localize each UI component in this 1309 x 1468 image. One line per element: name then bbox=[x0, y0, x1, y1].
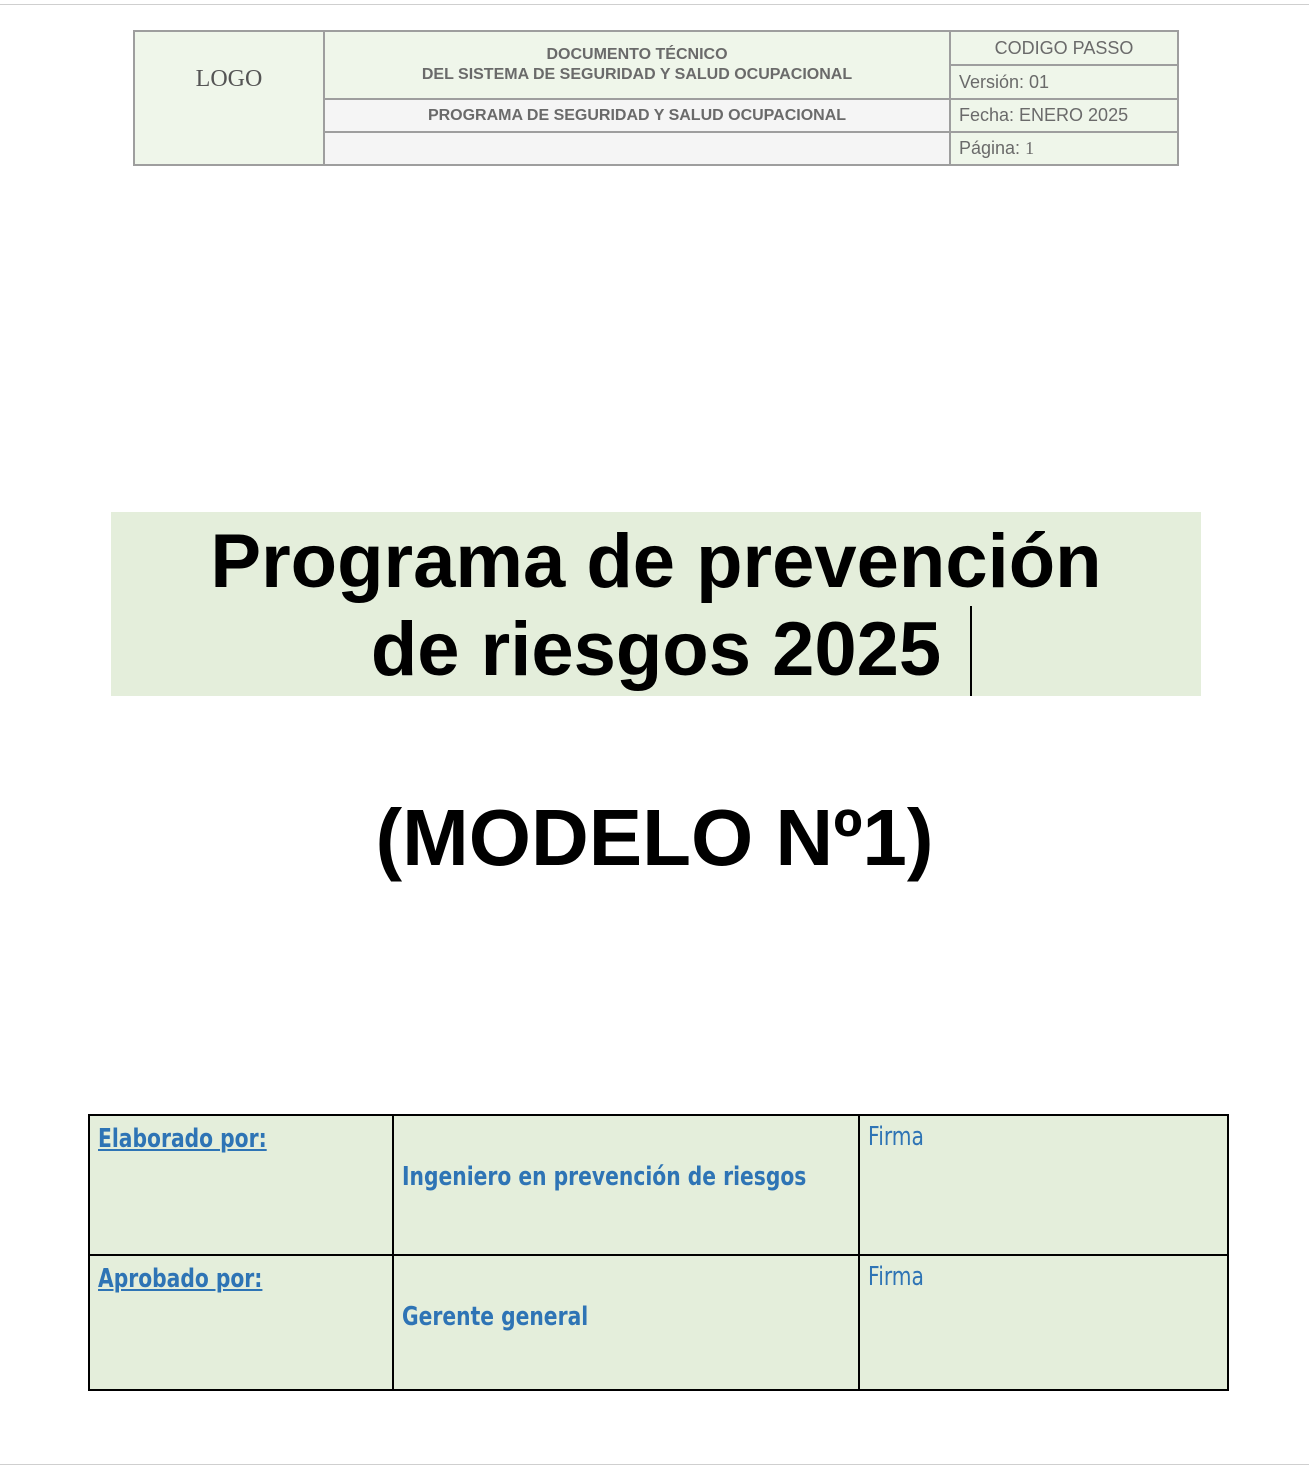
table-row bbox=[89, 1115, 1228, 1255]
main-title-line2[interactable]: de riesgos 2025 bbox=[370, 607, 942, 692]
model-subtitle[interactable]: (MODELO Nº1) bbox=[375, 793, 934, 882]
elaborated-by-name-cell[interactable] bbox=[393, 1115, 859, 1255]
page-number-value: 1 bbox=[1025, 138, 1035, 158]
document-header-table bbox=[133, 30, 1179, 166]
document-title-line2: DEL SISTEMA DE SEGURIDAD Y SALUD OCUPACIONAL bbox=[421, 66, 853, 83]
document-version: Versión: 01 bbox=[950, 65, 1178, 99]
approved-signature-cell[interactable] bbox=[859, 1255, 1228, 1390]
document-date: Fecha: ENERO 2025 bbox=[950, 99, 1178, 132]
page-label: Página: bbox=[959, 138, 1026, 158]
logo-text: LOGO bbox=[195, 66, 263, 92]
approved-by-label: Aprobado por: bbox=[98, 1264, 263, 1294]
elaborated-by-name: Ingeniero en prevención de riesgos bbox=[402, 1162, 807, 1192]
program-name: PROGRAMA DE SEGURIDAD Y SALUD OCUPACIONAL bbox=[324, 99, 950, 132]
main-title[interactable] bbox=[111, 518, 1201, 694]
document-code: CODIGO PASSO bbox=[950, 31, 1178, 65]
elaborated-by-label: Elaborado por: bbox=[98, 1124, 267, 1154]
document-title-cell bbox=[324, 31, 950, 99]
approval-table bbox=[88, 1114, 1229, 1391]
elaborated-signature-label: Firma bbox=[868, 1122, 924, 1152]
page-top-edge bbox=[0, 4, 1309, 5]
elaborated-signature-cell[interactable] bbox=[859, 1115, 1228, 1255]
main-title-line1[interactable]: Programa de prevención bbox=[210, 519, 1102, 604]
page-bottom-edge bbox=[0, 1464, 1309, 1465]
table-row bbox=[89, 1255, 1228, 1390]
elaborated-by-label-cell bbox=[89, 1115, 393, 1255]
text-cursor bbox=[970, 606, 972, 696]
document-title-line1: DOCUMENTO TÉCNICO bbox=[546, 46, 728, 63]
approved-signature-label: Firma bbox=[868, 1262, 924, 1292]
approved-by-name-cell[interactable] bbox=[393, 1255, 859, 1390]
approved-by-label-cell bbox=[89, 1255, 393, 1390]
logo-placeholder bbox=[134, 31, 324, 165]
empty-header-cell bbox=[324, 132, 950, 165]
document-page-number bbox=[950, 132, 1178, 165]
approved-by-name: Gerente general bbox=[402, 1302, 589, 1332]
